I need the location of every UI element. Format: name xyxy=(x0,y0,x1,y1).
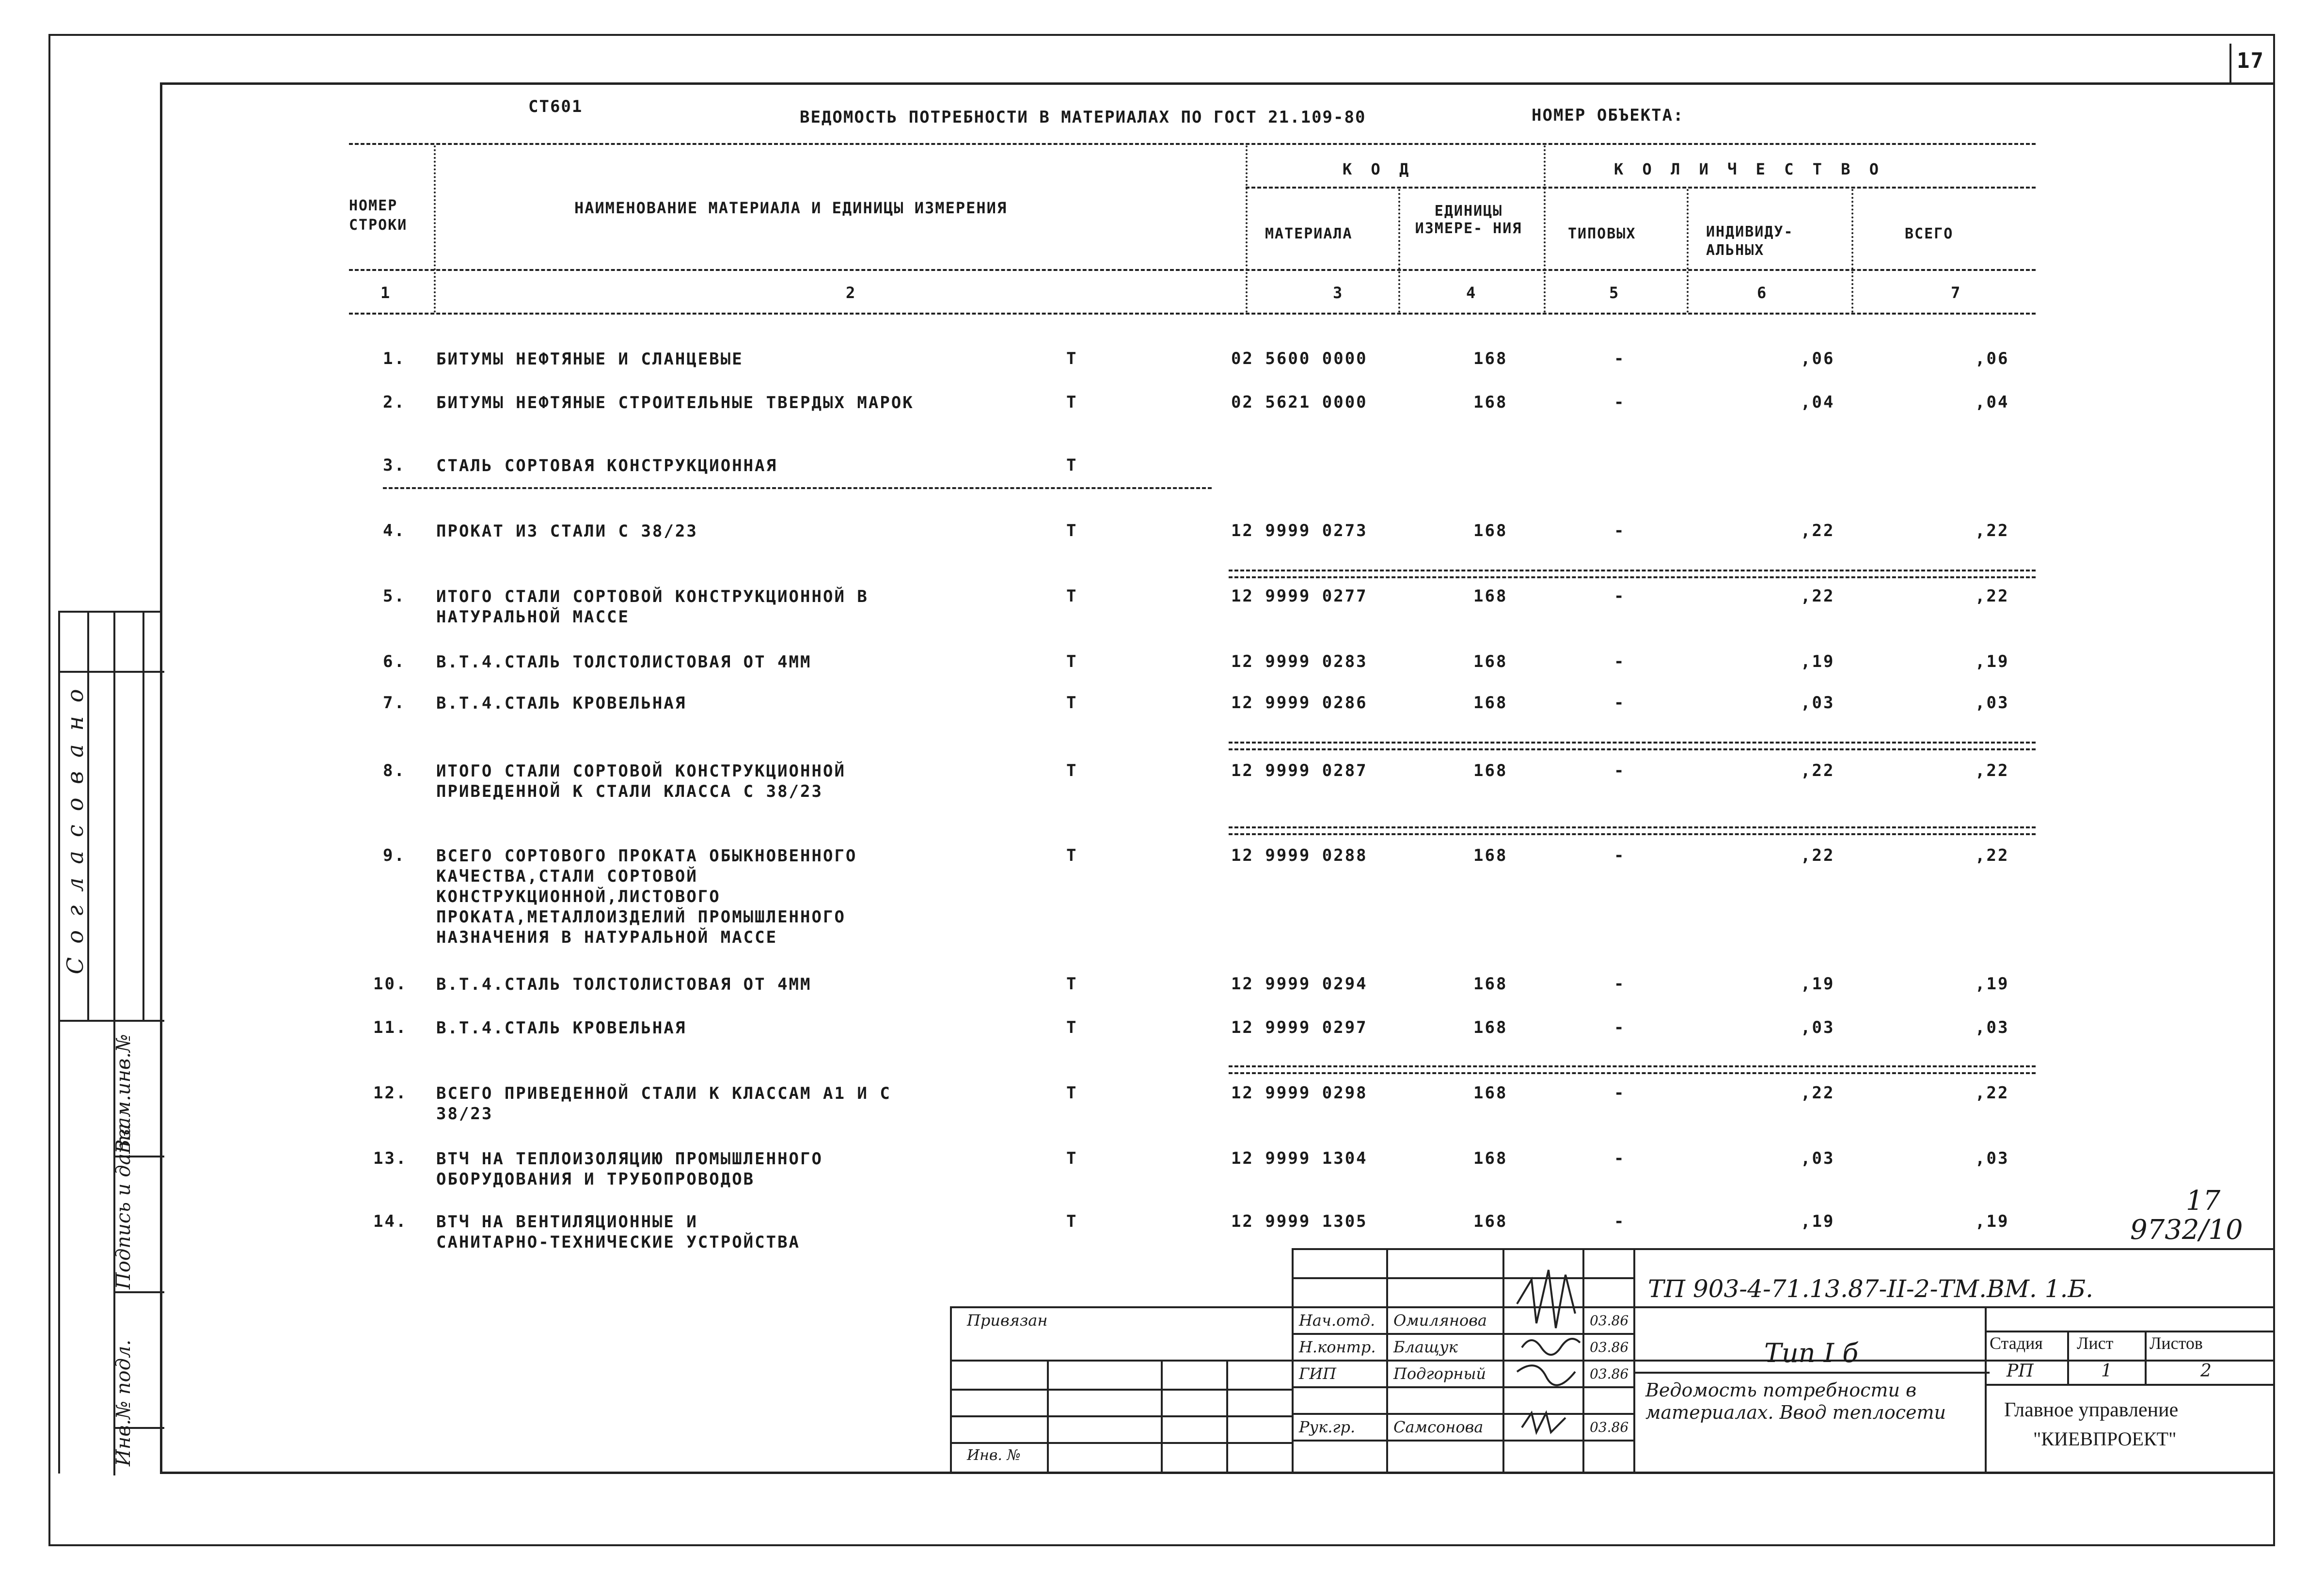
row-total: ,22 xyxy=(1975,586,2009,606)
row-name: ПРОКАТ ИЗ СТАЛИ С 38/23 xyxy=(436,522,698,541)
sheet-description: Ведомость потребности в материалах. Ввод теплосети xyxy=(1645,1379,1946,1423)
row-number: 11. xyxy=(373,1018,408,1037)
row-unit: Т xyxy=(1066,586,1078,606)
row-total: ,06 xyxy=(1975,349,2009,368)
row-unit-code: 168 xyxy=(1473,974,1508,994)
row-material-code: 12 9999 0273 xyxy=(1231,521,1368,540)
row-material-code: 02 5600 0000 xyxy=(1231,349,1368,368)
row-typical: - xyxy=(1614,393,1626,412)
row-typical: - xyxy=(1614,349,1626,368)
name-2: Блащук xyxy=(1393,1338,1458,1356)
row-material-code: 12 9999 0288 xyxy=(1231,846,1368,865)
row-material-code: 12 9999 0287 xyxy=(1231,761,1368,780)
row-total: ,22 xyxy=(1975,846,2009,865)
col-qty-group: К О Л И Ч Е С Т В О xyxy=(1614,160,1884,178)
row-name: ВСЕГО СОРТОВОГО ПРОКАТА ОБЫКНОВЕННОГО КАЧЕСТВА,СТАЛИ СОРТОВОЙ КОНСТРУКЦИОННОЙ,ЛИСТОВОГО ПРОКАТА,МЕТАЛЛОИЗДЕЛИЙ ПРОМЫШЛЕННОГО НАЗНАЧЕНИЯ В НАТУРАЛЬНОЙ МАССЕ xyxy=(436,846,857,947)
row-individual: ,19 xyxy=(1801,974,1835,994)
row-name: В.Т.4.СТАЛЬ КРОВЕЛЬНАЯ xyxy=(436,1018,687,1038)
row-total: ,04 xyxy=(1975,393,2009,412)
row-number: 7. xyxy=(383,693,406,713)
left-strip-inv-podl: Инв.№ подл. xyxy=(112,1339,135,1466)
row-unit-code: 168 xyxy=(1473,521,1508,540)
row-name: В.Т.4.СТАЛЬ ТОЛСТОЛИСТОВАЯ ОТ 4ММ xyxy=(436,652,812,672)
row-unit-code: 168 xyxy=(1473,1212,1508,1231)
row-number: 6. xyxy=(383,652,406,671)
col-code-unit: ЕДИНИЦЫ ИЗМЕРЕ- НИЯ xyxy=(1415,203,1522,237)
row-typical: - xyxy=(1614,974,1626,994)
name-1: Омилянова xyxy=(1393,1311,1487,1330)
row-unit: Т xyxy=(1066,693,1078,713)
row-material-code: 12 9999 0294 xyxy=(1231,974,1368,994)
row-individual: ,22 xyxy=(1801,586,1835,606)
row-total: ,03 xyxy=(1975,1018,2009,1037)
row-name: ВСЕГО ПРИВЕДЕННОЙ СТАЛИ К КЛАССАМ А1 И С 38/23 xyxy=(436,1084,891,1124)
row-material-code: 12 9999 1304 xyxy=(1231,1149,1368,1168)
row-number: 13. xyxy=(373,1149,408,1168)
row-material-code: 12 9999 0297 xyxy=(1231,1018,1368,1037)
row-name: СТАЛЬ СОРТОВАЯ КОНСТРУКЦИОННАЯ xyxy=(436,456,778,475)
row-number: 14. xyxy=(373,1212,408,1231)
document-title: ВЕДОМОСТЬ ПОТРЕБНОСТИ В МАТЕРИАЛАХ ПО ГОСТ 21.109-80 xyxy=(800,108,1366,127)
row-individual: ,03 xyxy=(1801,693,1835,713)
row-typical: - xyxy=(1614,761,1626,780)
type-label: Тип I б xyxy=(1764,1338,1859,1368)
row-material-code: 02 5621 0000 xyxy=(1231,393,1368,412)
row-individual: ,22 xyxy=(1801,761,1835,780)
row-number: 1. xyxy=(383,349,406,368)
col-qty-individual: ИНДИВИДУ- АЛЬНЫХ xyxy=(1706,223,1794,259)
row-number: 8. xyxy=(383,761,406,780)
row-unit-code: 168 xyxy=(1473,1149,1508,1168)
row-name: БИТУМЫ НЕФТЯНЫЕ И СЛАНЦЕВЫЕ xyxy=(436,349,743,369)
object-number-label: НОМЕР ОБЪЕКТА: xyxy=(1532,106,1684,125)
left-strip-agreed: Согласовано xyxy=(62,675,88,974)
row-individual: ,22 xyxy=(1801,521,1835,540)
row-typical: - xyxy=(1614,846,1626,865)
row-typical: - xyxy=(1614,521,1626,540)
left-strip-podpis: Подпись и дата xyxy=(112,1123,135,1289)
row-total: ,19 xyxy=(1975,974,2009,994)
row-material-code: 12 9999 0277 xyxy=(1231,586,1368,606)
col-index-7: 7 xyxy=(1951,284,1961,302)
row-typical: - xyxy=(1614,1149,1626,1168)
name-3: Подгорный xyxy=(1393,1364,1486,1383)
col-index-6: 6 xyxy=(1757,284,1768,302)
col-row-no: НОМЕР СТРОКИ xyxy=(349,197,408,234)
row-name: ИТОГО СТАЛИ СОРТОВОЙ КОНСТРУКЦИОННОЙ В НАТУРАЛЬНОЙ МАССЕ xyxy=(436,587,869,627)
page-number: 17 xyxy=(2237,48,2264,73)
col-index-3: 3 xyxy=(1333,284,1344,302)
col-index-1: 1 xyxy=(380,284,391,302)
row-material-code: 12 9999 1305 xyxy=(1231,1212,1368,1231)
sheet-header: Лист xyxy=(2077,1333,2114,1353)
sheets-header: Листов xyxy=(2150,1333,2203,1353)
row-individual: ,22 xyxy=(1801,1083,1835,1103)
name-4: Самсонова xyxy=(1393,1418,1484,1436)
row-unit-code: 168 xyxy=(1473,349,1508,368)
row-typical: - xyxy=(1614,1018,1626,1037)
inv-no-label: Инв. № xyxy=(967,1447,1021,1464)
row-unit: Т xyxy=(1066,1149,1078,1168)
row-total: ,03 xyxy=(1975,1149,2009,1168)
row-total: ,19 xyxy=(1975,1212,2009,1231)
signatures xyxy=(1502,1251,1633,1474)
row-number: 10. xyxy=(373,974,408,994)
privyazan-label: Привязан xyxy=(967,1311,1048,1330)
row-material-code: 12 9999 0298 xyxy=(1231,1083,1368,1103)
row-unit: Т xyxy=(1066,1018,1078,1037)
left-strip-vzam: Взам.инв.№ xyxy=(112,1034,135,1154)
row-individual: ,03 xyxy=(1801,1018,1835,1037)
date-1: 03.86 xyxy=(1590,1313,1629,1329)
row-unit-code: 168 xyxy=(1473,586,1508,606)
col-qty-typical: ТИПОВЫХ xyxy=(1568,225,1636,242)
row-name: ВТЧ НА ВЕНТИЛЯЦИОННЫЕ И САНИТАРНО-ТЕХНИЧЕСКИЕ УСТРОЙСТВА xyxy=(436,1212,801,1252)
row-unit: Т xyxy=(1066,349,1078,368)
row-unit: Т xyxy=(1066,761,1078,780)
col-index-4: 4 xyxy=(1466,284,1477,302)
row-typical: - xyxy=(1614,652,1626,671)
role-3: ГИП xyxy=(1299,1364,1336,1383)
row-name: В.Т.4.СТАЛЬ КРОВЕЛЬНАЯ xyxy=(436,694,687,713)
row-total: ,22 xyxy=(1975,521,2009,540)
row-unit-code: 168 xyxy=(1473,393,1508,412)
row-number: 4. xyxy=(383,521,406,540)
date-4: 03.86 xyxy=(1590,1419,1629,1435)
row-material-code: 12 9999 0286 xyxy=(1231,693,1368,713)
row-name: ВТЧ НА ТЕПЛОИЗОЛЯЦИЮ ПРОМЫШЛЕННОГО ОБОРУДОВАНИЯ И ТРУБОПРОВОДОВ xyxy=(436,1149,823,1189)
row-unit-code: 168 xyxy=(1473,1018,1508,1037)
row-name: БИТУМЫ НЕФТЯНЫЕ СТРОИТЕЛЬНЫЕ ТВЕРДЫХ МАРОК xyxy=(436,393,914,412)
row-name: ИТОГО СТАЛИ СОРТОВОЙ КОНСТРУКЦИОННОЙ ПРИВЕДЕННОЙ К СТАЛИ КЛАССА С 38/23 xyxy=(436,761,846,801)
row-individual: ,03 xyxy=(1801,1149,1835,1168)
row-unit: Т xyxy=(1066,846,1078,865)
role-1: Нач.отд. xyxy=(1299,1311,1375,1330)
row-unit: Т xyxy=(1066,652,1078,671)
row-total: ,19 xyxy=(1975,652,2009,671)
row-unit-code: 168 xyxy=(1473,1083,1508,1103)
row-material-code: 12 9999 0283 xyxy=(1231,652,1368,671)
row-unit: Т xyxy=(1066,456,1078,475)
row-individual: ,06 xyxy=(1801,349,1835,368)
row-unit: Т xyxy=(1066,1083,1078,1103)
row-total: ,22 xyxy=(1975,1083,2009,1103)
row-unit-code: 168 xyxy=(1473,761,1508,780)
date-3: 03.86 xyxy=(1590,1366,1629,1382)
col-index-2: 2 xyxy=(846,284,856,302)
row-individual: ,22 xyxy=(1801,846,1835,865)
role-2: Н.контр. xyxy=(1299,1338,1376,1356)
row-unit-code: 168 xyxy=(1473,652,1508,671)
row-number: 2. xyxy=(383,393,406,412)
row-typical: - xyxy=(1614,1083,1626,1103)
row-unit: Т xyxy=(1066,521,1078,540)
header-code: СТ601 xyxy=(528,97,583,116)
row-total: ,03 xyxy=(1975,693,2009,713)
row-total: ,22 xyxy=(1975,761,2009,780)
row-number: 5. xyxy=(383,586,406,606)
sheets-value: 2 xyxy=(2200,1361,2212,1381)
sheet-value: 1 xyxy=(2101,1361,2112,1381)
row-name: В.Т.4.СТАЛЬ ТОЛСТОЛИСТОВАЯ ОТ 4ММ xyxy=(436,975,812,994)
row-individual: ,19 xyxy=(1801,652,1835,671)
row-number: 9. xyxy=(383,846,406,865)
row-unit: Т xyxy=(1066,974,1078,994)
row-unit: Т xyxy=(1066,1212,1078,1231)
role-4: Рук.гр. xyxy=(1299,1418,1356,1436)
row-typical: - xyxy=(1614,693,1626,713)
row-unit: Т xyxy=(1066,393,1078,412)
stage-value: РП xyxy=(2007,1361,2034,1381)
row-unit-code: 168 xyxy=(1473,846,1508,865)
col-name: НАИМЕНОВАНИЕ МАТЕРИАЛА И ЕДИНИЦЫ ИЗМЕРЕНИЯ xyxy=(574,199,1008,217)
sheet-sub: 9732/10 xyxy=(2130,1214,2243,1246)
row-typical: - xyxy=(1614,586,1626,606)
col-index-5: 5 xyxy=(1609,284,1620,302)
doc-code: ТП 903-4-71.13.87-II-2-ТМ.ВМ. 1.Б. xyxy=(1648,1275,2094,1303)
sheet-mark: 17 xyxy=(2186,1185,2221,1217)
row-number: 3. xyxy=(383,456,406,475)
org-name: Главное управление xyxy=(2004,1399,2179,1421)
stage-header: Стадия xyxy=(1990,1333,2043,1353)
col-code-group: К О Д xyxy=(1343,160,1414,178)
row-number: 12. xyxy=(373,1083,408,1103)
row-individual: ,04 xyxy=(1801,393,1835,412)
col-qty-total: ВСЕГО xyxy=(1905,225,1954,242)
row-individual: ,19 xyxy=(1801,1212,1835,1231)
org-name-2: "КИЕВПРОЕКТ" xyxy=(2033,1428,2177,1450)
col-code-material: МАТЕРИАЛА xyxy=(1265,225,1353,242)
row-unit-code: 168 xyxy=(1473,693,1508,713)
date-2: 03.86 xyxy=(1590,1339,1629,1355)
row-typical: - xyxy=(1614,1212,1626,1231)
